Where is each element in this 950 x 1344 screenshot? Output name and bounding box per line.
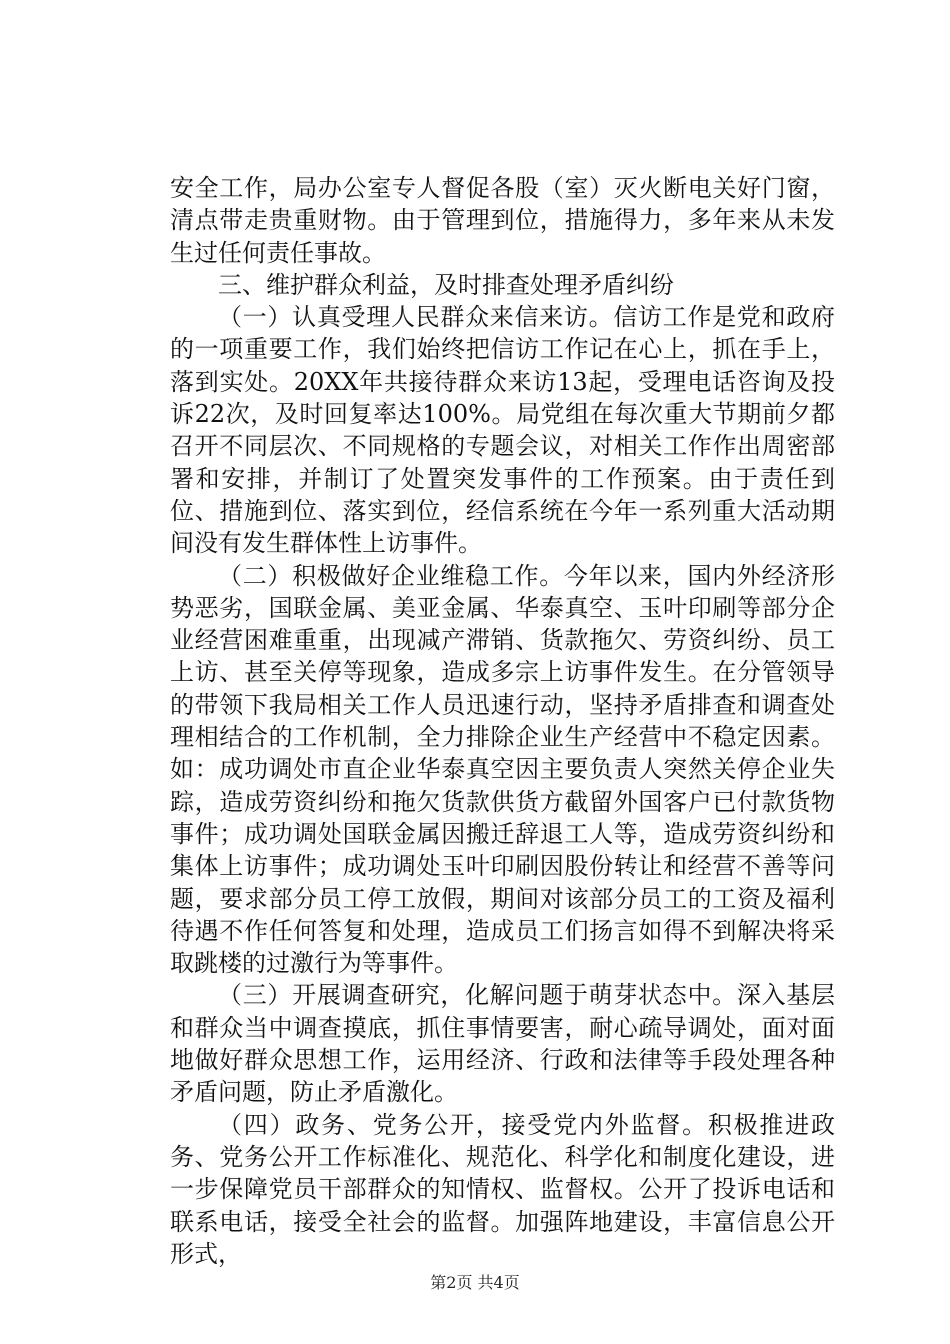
page-footer: 第2页 共4页 (430, 1273, 520, 1292)
document-body (170, 172, 835, 1270)
paragraph-enterprise-stability: （二）积极做好企业维稳工作。今年以来，国内外经济形势恶劣，国联金属、美亚金属、华泰真空、玉叶印刷等部分企业经营困难重重，出现减产滞销、货款拖欠、劳资纠纷、员工上访、甚至关停等现象，造成多宗上访事件发生。在分管领导的带领下我局相关工作人员迅速行动，坚持矛盾排查和调查处理相结合的工作机制，全力排除企业生产经营中不稳定因素。如：成功调处市直企业华泰真空因主要负责人突然关停企业失踪，造成劳资纠纷和拖欠货款供货方截留外国客户已付款货物事件；成功调处国联金属因搬迁辞退工人等，造成劳资纠纷和集体上访事件；成功调处玉叶印刷因股份转让和经营不善等问题，要求部分员工停工放假，期间对该部分员工的工资及福利待遇不作任何答复和处理，造成员工们扬言如得不到解决将采取跳楼的过激行为等事件。 (170, 561, 835, 978)
paragraph-petitions: （一）认真受理人民群众来信来访。信访工作是党和政府的一项重要工作，我们始终把信访工作记在心上，抓在手上，落到实处。20XX年共接待群众来访13起，受理电话咨询及投诉22次，及时回复率达100%。局党组在每次重大节期前夕都召开不同层次、不同规格的专题会议，对相关工作作出周密部署和安排，并制订了处置突发事件的工作预案。由于责任到位、措施到位、落实到位，经信系统在今年一系列重大活动期间没有发生群体性上访事件。 (170, 303, 835, 558)
paragraph-investigation: （三）开展调查研究，化解问题于萌芽状态中。深入基层和群众当中调查摸底，抓住事情要害，耐心疏导调处，面对面地做好群众思想工作，运用经济、行政和法律等手段处理各种矛盾问题，防止矛盾激化。 (170, 981, 835, 1107)
section-heading-three: 三、维护群众利益，及时排查处理矛盾纠纷 (218, 270, 674, 299)
paragraph-disclosure: （四）政务、党务公开，接受党内外监督。积极推进政务、党务公开工作标准化、规范化、科学化和制度化建设，进一步保障党员干部群众的知情权、监督权。公开了投诉电话和联系电话，接受全社会的监督。加强阵地建设，丰富信息公开形式， (170, 1110, 835, 1268)
paragraph-safety-work: 安全工作，局办公室专人督促各股（室）灭火断电关好门窗，清点带走贵重财物。由于管理到位，措施得力，多年来从未发生过任何责任事故。 (170, 174, 835, 267)
